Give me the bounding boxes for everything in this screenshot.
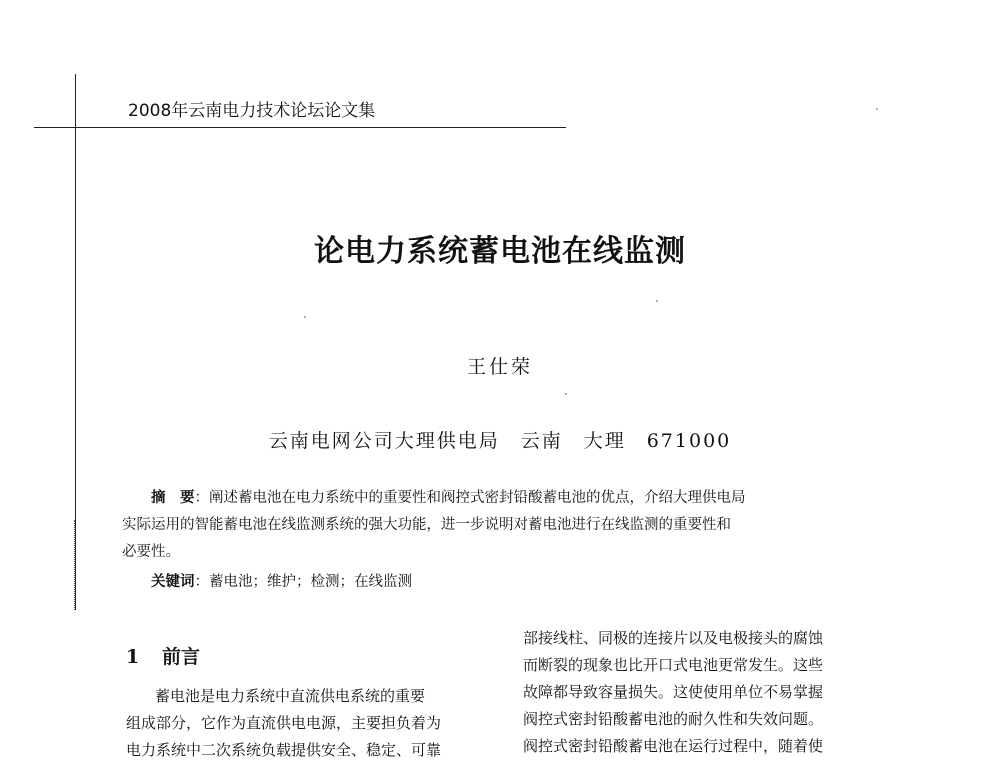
paper-title: 论电力系统蓄电池在线监测: [314, 234, 686, 269]
running-header: 2008年云南电力技术论坛论文集: [128, 101, 376, 121]
abstract-line: 必要性。: [122, 544, 180, 560]
body-line: 阀控式密封铅酸蓄电池在运行过程中，随着使: [523, 737, 824, 755]
body-column-right: [523, 625, 885, 760]
margin-dotted-rule: [74, 520, 77, 610]
body-line: 电力系统中二次系统负载提供安全、稳定、可靠: [126, 741, 442, 759]
keywords-label: 关键词: [151, 573, 195, 590]
keywords: [151, 568, 412, 596]
body-line: 故障都导致容量损失。这使使用单位不易掌握: [523, 683, 824, 701]
keywords-text: ：蓄电池；维护；检测；在线监测: [194, 574, 412, 590]
body-line: 组成部分，它作为直流供电电源，主要担负着为: [126, 714, 442, 732]
body-column-left: [126, 683, 488, 764]
paper-author: 王仕荣: [466, 356, 533, 378]
scan-speck: [876, 108, 878, 110]
body-line: 阀控式密封铅酸蓄电池的耐久性和失效问题。: [523, 710, 824, 728]
section-number: 1: [126, 646, 140, 668]
body-line: 而断裂的现象也比开口式电池更常发生。这些: [523, 656, 824, 674]
abstract-block: [122, 484, 887, 566]
scan-speck: [656, 300, 658, 302]
abstract-line: 实际运用的智能蓄电池在线监测系统的强大功能，进一步说明对蓄电池进行在线监测的重要性和: [122, 517, 731, 533]
abstract-line: [122, 484, 887, 512]
section-title: 前言: [162, 646, 201, 668]
paper-affiliation: 云南电网公司大理供电局 云南 大理 671000: [268, 430, 732, 452]
scan-speck: [565, 393, 567, 395]
abstract-text: ：阐述蓄电池在电力系统中的重要性和阀控式密封铅酸蓄电池的优点，介绍大理供电局: [194, 490, 746, 506]
section-heading: [126, 642, 200, 669]
scan-speck: [304, 316, 306, 318]
body-line: 部接线柱、同极的连接片以及电极接头的腐蚀: [523, 629, 824, 647]
body-line: 蓄电池是电力系统中直流供电系统的重要: [155, 687, 426, 705]
header-rule: [34, 127, 566, 128]
abstract-label: 摘 要: [151, 489, 195, 506]
